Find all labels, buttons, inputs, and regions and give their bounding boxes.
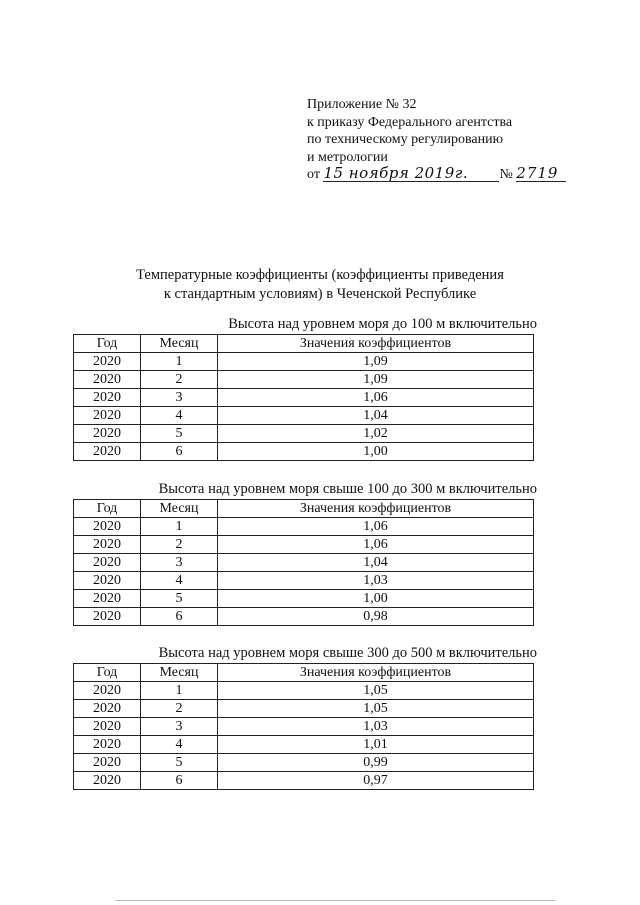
coefficients-table-altitude-100 bbox=[73, 334, 534, 461]
column-header-value: Значения коэффициентов bbox=[218, 500, 534, 518]
month-cell: 1 bbox=[141, 353, 218, 371]
column-header-year: Год bbox=[74, 664, 141, 682]
title-line-1: Температурные коэффициенты (коэффициенты приведения bbox=[136, 267, 504, 283]
table-row bbox=[74, 536, 534, 554]
month-cell: 4 bbox=[141, 572, 218, 590]
value-cell: 1,09 bbox=[218, 353, 534, 371]
year-cell: 2020 bbox=[74, 572, 141, 590]
column-header-value: Значения коэффициентов bbox=[218, 335, 534, 353]
table-caption-altitude-100-300: Высота над уровнем моря свыше 100 до 300 м включительно bbox=[158, 481, 537, 497]
year-cell: 2020 bbox=[74, 353, 141, 371]
value-cell: 1,02 bbox=[218, 425, 534, 443]
order-reference: к приказу Федерального агентства bbox=[307, 114, 513, 130]
year-cell: 2020 bbox=[74, 518, 141, 536]
table-header-row bbox=[74, 500, 534, 518]
year-cell: 2020 bbox=[74, 389, 141, 407]
year-cell: 2020 bbox=[74, 608, 141, 626]
table-row bbox=[74, 518, 534, 536]
month-cell: 2 bbox=[141, 371, 218, 389]
appendix-header bbox=[307, 96, 566, 184]
column-header-year: Год bbox=[74, 335, 141, 353]
value-cell: 1,04 bbox=[218, 554, 534, 572]
from-label: от bbox=[307, 167, 320, 182]
agency-line-2: и метрологии bbox=[307, 149, 388, 165]
month-cell: 3 bbox=[141, 389, 218, 407]
handwritten-number: 2719 bbox=[516, 166, 566, 182]
table-row bbox=[74, 718, 534, 736]
month-cell: 6 bbox=[141, 443, 218, 461]
month-cell: 1 bbox=[141, 518, 218, 536]
table-row bbox=[74, 754, 534, 772]
title-line-2: к стандартным условиям) в Чеченской Республике bbox=[163, 286, 477, 302]
table-row bbox=[74, 443, 534, 461]
value-cell: 1,09 bbox=[218, 371, 534, 389]
month-cell: 1 bbox=[141, 682, 218, 700]
year-cell: 2020 bbox=[74, 371, 141, 389]
table-header-row bbox=[74, 664, 534, 682]
value-cell: 0,98 bbox=[218, 608, 534, 626]
column-header-month: Месяц bbox=[141, 335, 218, 353]
handwritten-date: 15 ноября 2019г. bbox=[323, 166, 499, 182]
value-cell: 1,06 bbox=[218, 389, 534, 407]
month-cell: 4 bbox=[141, 736, 218, 754]
value-cell: 0,97 bbox=[218, 772, 534, 790]
year-cell: 2020 bbox=[74, 554, 141, 572]
value-cell: 1,05 bbox=[218, 700, 534, 718]
month-cell: 5 bbox=[141, 590, 218, 608]
table-row bbox=[74, 572, 534, 590]
table-row bbox=[74, 554, 534, 572]
agency-line: по техническому регулированию bbox=[307, 132, 504, 147]
value-cell: 1,06 bbox=[218, 518, 534, 536]
value-cell: 1,00 bbox=[218, 590, 534, 608]
table-caption-altitude-300-500: Высота над уровнем моря свыше 300 до 500 м включительно bbox=[158, 645, 537, 661]
order-date-number bbox=[307, 166, 566, 184]
table-row bbox=[74, 425, 534, 443]
year-cell: 2020 bbox=[74, 536, 141, 554]
table-row bbox=[74, 772, 534, 790]
column-header-year: Год bbox=[74, 500, 141, 518]
value-cell: 1,06 bbox=[218, 536, 534, 554]
month-cell: 3 bbox=[141, 554, 218, 572]
table-row bbox=[74, 389, 534, 407]
table-row bbox=[74, 371, 534, 389]
month-cell: 5 bbox=[141, 754, 218, 772]
value-cell: 1,00 bbox=[218, 443, 534, 461]
column-header-month: Месяц bbox=[141, 664, 218, 682]
month-cell: 2 bbox=[141, 536, 218, 554]
year-cell: 2020 bbox=[74, 754, 141, 772]
table-row bbox=[74, 682, 534, 700]
table-header-row bbox=[74, 335, 534, 353]
year-cell: 2020 bbox=[74, 425, 141, 443]
year-cell: 2020 bbox=[74, 443, 141, 461]
appendix-number: Приложение № 32 bbox=[307, 97, 417, 112]
table-row bbox=[74, 407, 534, 425]
month-cell: 6 bbox=[141, 772, 218, 790]
scan-edge-line bbox=[115, 900, 555, 901]
year-cell: 2020 bbox=[74, 736, 141, 754]
year-cell: 2020 bbox=[74, 700, 141, 718]
year-cell: 2020 bbox=[74, 682, 141, 700]
month-cell: 3 bbox=[141, 718, 218, 736]
month-cell: 4 bbox=[141, 407, 218, 425]
value-cell: 1,04 bbox=[218, 407, 534, 425]
year-cell: 2020 bbox=[74, 718, 141, 736]
number-label: № bbox=[499, 167, 513, 182]
month-cell: 5 bbox=[141, 425, 218, 443]
table-caption-altitude-100: Высота над уровнем моря до 100 м включительно bbox=[228, 316, 537, 332]
table-row bbox=[74, 736, 534, 754]
coefficients-table-altitude-300-500 bbox=[73, 663, 534, 790]
table-row bbox=[74, 608, 534, 626]
value-cell: 0,99 bbox=[218, 754, 534, 772]
value-cell: 1,01 bbox=[218, 736, 534, 754]
value-cell: 1,03 bbox=[218, 572, 534, 590]
document-title bbox=[100, 266, 540, 304]
value-cell: 1,03 bbox=[218, 718, 534, 736]
table-row bbox=[74, 590, 534, 608]
month-cell: 6 bbox=[141, 608, 218, 626]
table-row bbox=[74, 700, 534, 718]
column-header-month: Месяц bbox=[141, 500, 218, 518]
year-cell: 2020 bbox=[74, 407, 141, 425]
coefficients-table-altitude-100-300 bbox=[73, 499, 534, 626]
year-cell: 2020 bbox=[74, 772, 141, 790]
table-row bbox=[74, 353, 534, 371]
year-cell: 2020 bbox=[74, 590, 141, 608]
month-cell: 2 bbox=[141, 700, 218, 718]
value-cell: 1,05 bbox=[218, 682, 534, 700]
column-header-value: Значения коэффициентов bbox=[218, 664, 534, 682]
